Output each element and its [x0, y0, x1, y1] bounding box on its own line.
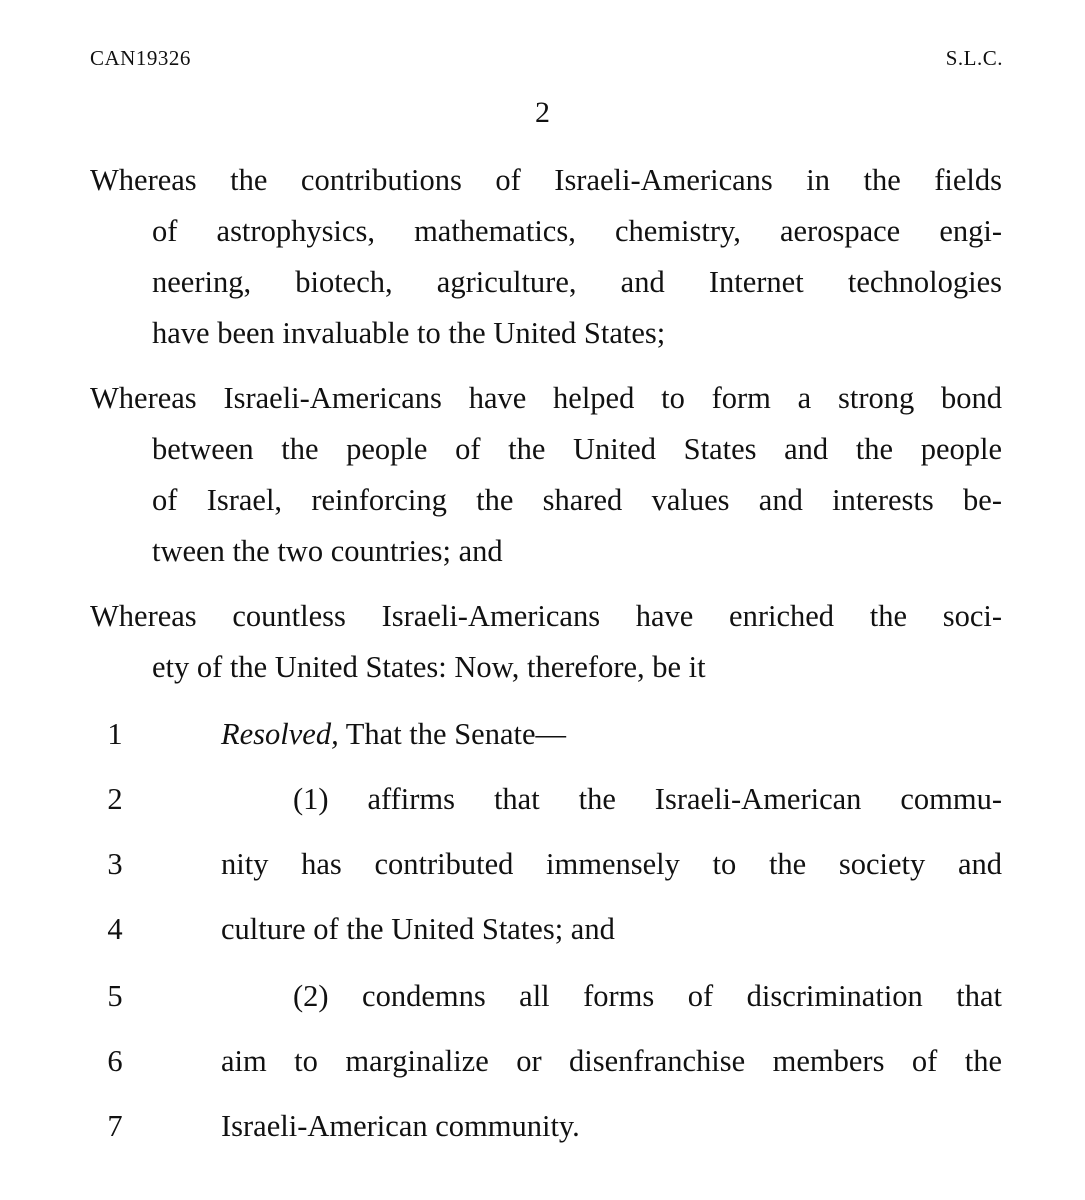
resolution-line-2: [0, 769, 1085, 829]
line-text: (1) affirms that the Israeli-American commu-: [293, 782, 1002, 816]
office-code: S.L.C.: [945, 46, 1003, 70]
line-number: 3: [107, 847, 123, 881]
line-number: 6: [107, 1044, 123, 1078]
resolution-line-5: [0, 966, 1085, 1026]
clause-line: of astrophysics, mathematics, chemistry, aerospace engi-: [152, 214, 1002, 248]
clause-line: of Israel, reinforcing the shared values and interests be-: [152, 483, 1002, 517]
clause-line: tween the two countries; and: [152, 534, 503, 568]
line-number: 5: [107, 979, 123, 1013]
resolution-line-4: [0, 899, 1085, 959]
clause-line: Whereas the contributions of Israeli-Americans in the fields: [90, 163, 1002, 197]
clause-line: ety of the United States: Now, therefore, be it: [152, 650, 706, 684]
clause-line: have been invaluable to the United States;: [152, 316, 666, 350]
document-id: CAN19326: [90, 46, 191, 70]
resolution-line-3: [0, 834, 1085, 894]
line-number: 7: [107, 1109, 123, 1143]
line-text: (2) condemns all forms of discrimination that: [293, 979, 1002, 1013]
resolved-text: That the Senate—: [338, 717, 566, 751]
line-number: 2: [107, 782, 123, 816]
line-text: Israeli-American community.: [221, 1109, 580, 1143]
resolution-line-7: [0, 1096, 1085, 1156]
line-text: [221, 704, 1002, 764]
resolution-line-6: [0, 1031, 1085, 1091]
line-text: aim to marginalize or disenfranchise members of the: [221, 1044, 1002, 1078]
clause-line: Whereas Israeli-Americans have helped to form a strong bond: [90, 381, 1002, 415]
resolution-line-1: [0, 704, 1085, 764]
resolved-word: Resolved,: [221, 717, 339, 751]
line-number: 1: [107, 717, 123, 751]
line-text: nity has contributed immensely to the society and: [221, 847, 1002, 881]
clause-line: Whereas countless Israeli-Americans have enriched the soci-: [90, 599, 1002, 633]
line-number: 4: [107, 912, 123, 946]
clause-line: neering, biotech, agriculture, and Internet technologies: [152, 265, 1002, 299]
line-text: culture of the United States; and: [221, 912, 615, 946]
page-number: 2: [535, 96, 550, 129]
clause-line: between the people of the United States and the people: [152, 432, 1002, 466]
